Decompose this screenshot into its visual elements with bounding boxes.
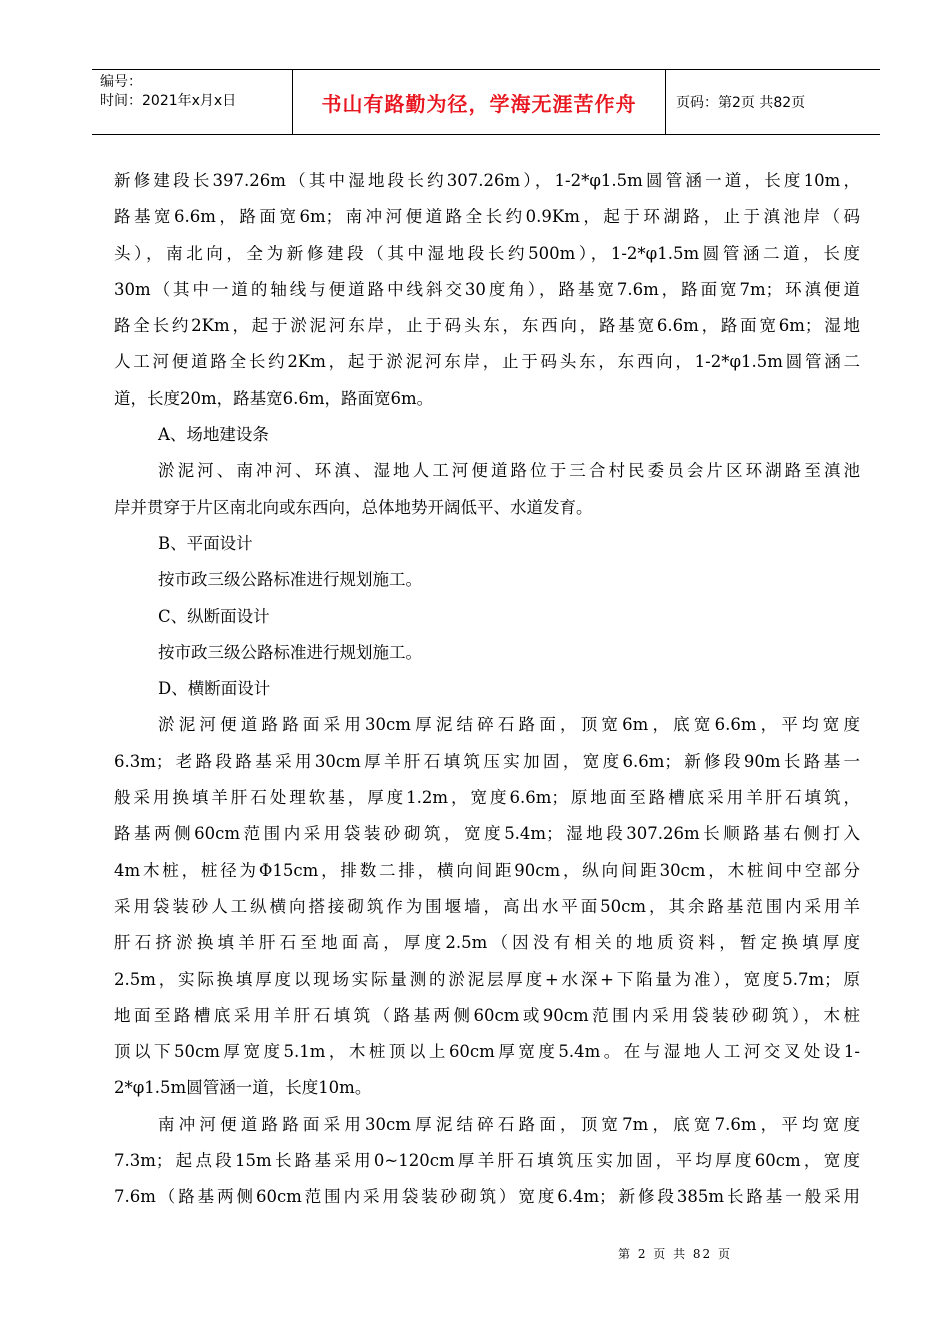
body-line: 岸并贯穿于片区南北向或东西向，总体地势开阔低平、水道发育。 (114, 497, 593, 517)
body-line: 按市政三级公路标准进行规划施工。 (158, 642, 422, 662)
body-line: 肝石挤淤换填羊肝石至地面高，厚度2.5m（因没有相关的地质资料，暂定换填厚度 (114, 933, 860, 953)
body-line: 30m（其中一道的轴线与便道路中线斜交30度角），路基宽7.6m，路面宽7m；环滇便道 (114, 279, 860, 299)
body-line: 7.6m（路基两侧60cm范围内采用袋装砂砌筑）宽度6.4m；新修段385m长路基一般采用 (114, 1187, 860, 1207)
body-line: 地面至路槽底采用羊肝石填筑（路基两侧60cm或90cm范围内采用袋装砂砌筑），木桩 (114, 1005, 860, 1025)
body-line: 6.3m；老路段路基采用30cm厚羊肝石填筑压实加固，宽度6.6m；新修段90m长路基一 (114, 751, 860, 771)
header-info (92, 70, 292, 134)
section-heading: A、场地建设条 (158, 425, 269, 445)
body-line: 淤泥河、南冲河、环滇、湿地人工河便道路位于三合村民委员会片区环湖路至滇池 (158, 461, 860, 481)
body-line: 南冲河便道路路面采用30cm厚泥结碎石路面，顶宽7m，底宽7.6m，平均宽度 (158, 1114, 860, 1134)
document-time-label: 时间：2021年x月x日 (100, 93, 237, 109)
header-motto: 书山有路勤为径，学海无涯苦作舟 (321, 91, 637, 116)
body-line: 顶以下50cm厚宽度5.1m，木桩顶以上60cm厚宽度5.4m。在与湿地人工河交叉处设1- (114, 1042, 860, 1062)
body-line: 新修建段长397.26m（其中湿地段长约307.26m），1-2*φ1.5m圆管涵一道，长度10m， (114, 171, 860, 190)
body-line: 道，长度20m，路基宽6.6m，路面宽6m。 (114, 388, 434, 408)
section-heading: B、平面设计 (158, 533, 253, 553)
section-heading: C、纵断面设计 (158, 606, 270, 626)
body-line: 7.3m；起点段15m长路基采用0~120cm厚羊肝石填筑压实加固，平均厚度60cm，宽度 (114, 1151, 860, 1171)
document-number-label: 编号： (100, 74, 142, 90)
page-header (92, 69, 880, 135)
page-footer (0, 1245, 950, 1262)
document-body (114, 163, 860, 1216)
body-line: 2*φ1.5m圆管涵一道，长度10m。 (114, 1078, 372, 1098)
body-line: 路全长约2Km，起于淤泥河东岸，止于码头东，东西向，路基宽6.6m，路面宽6m；湿地 (114, 316, 860, 336)
body-line: 路基两侧60cm范围内采用袋装砂砌筑，宽度5.4m；湿地段307.26m长顺路基右侧打入 (114, 824, 860, 844)
footer-page-number: 第 2 页 共 82 页 (618, 1247, 732, 1261)
body-line: 路基宽6.6m，路面宽6m；南冲河便道路全长约0.9Km，起于环湖路，止于滇池岸（码 (114, 207, 860, 227)
body-line: 2.5m，实际换填厚度以现场实际量测的淤泥层厚度+水深+下陷量为准），宽度5.7m；原 (114, 969, 860, 989)
body-line: 般采用换填羊肝石处理软基，厚度1.2m，宽度6.6m；原地面至路槽底采用羊肝石填筑， (114, 788, 860, 808)
body-line: 采用袋装砂人工纵横向搭接砌筑作为围堰墙，高出水平面50cm，其余路基范围内采用羊 (114, 896, 860, 916)
section-heading: D、横断面设计 (158, 679, 271, 699)
body-line: 4m木桩，桩径为Φ15cm，排数二排，横向间距90cm，纵向间距30cm，木桩间中空部分 (114, 860, 860, 880)
body-line: 按市政三级公路标准进行规划施工。 (158, 570, 422, 590)
body-line: 淤泥河便道路路面采用30cm厚泥结碎石路面，顶宽6m，底宽6.6m，平均宽度 (158, 715, 860, 735)
body-line: 人工河便道路全长约2Km，起于淤泥河东岸，止于码头东，东西向，1-2*φ1.5m圆管涵二 (114, 352, 860, 372)
body-line: 头），南北向，全为新修建段（其中湿地段长约500m），1-2*φ1.5m圆管涵二道，长度 (114, 243, 860, 263)
header-page-code: 页码：第2页 共82页 (676, 95, 806, 111)
